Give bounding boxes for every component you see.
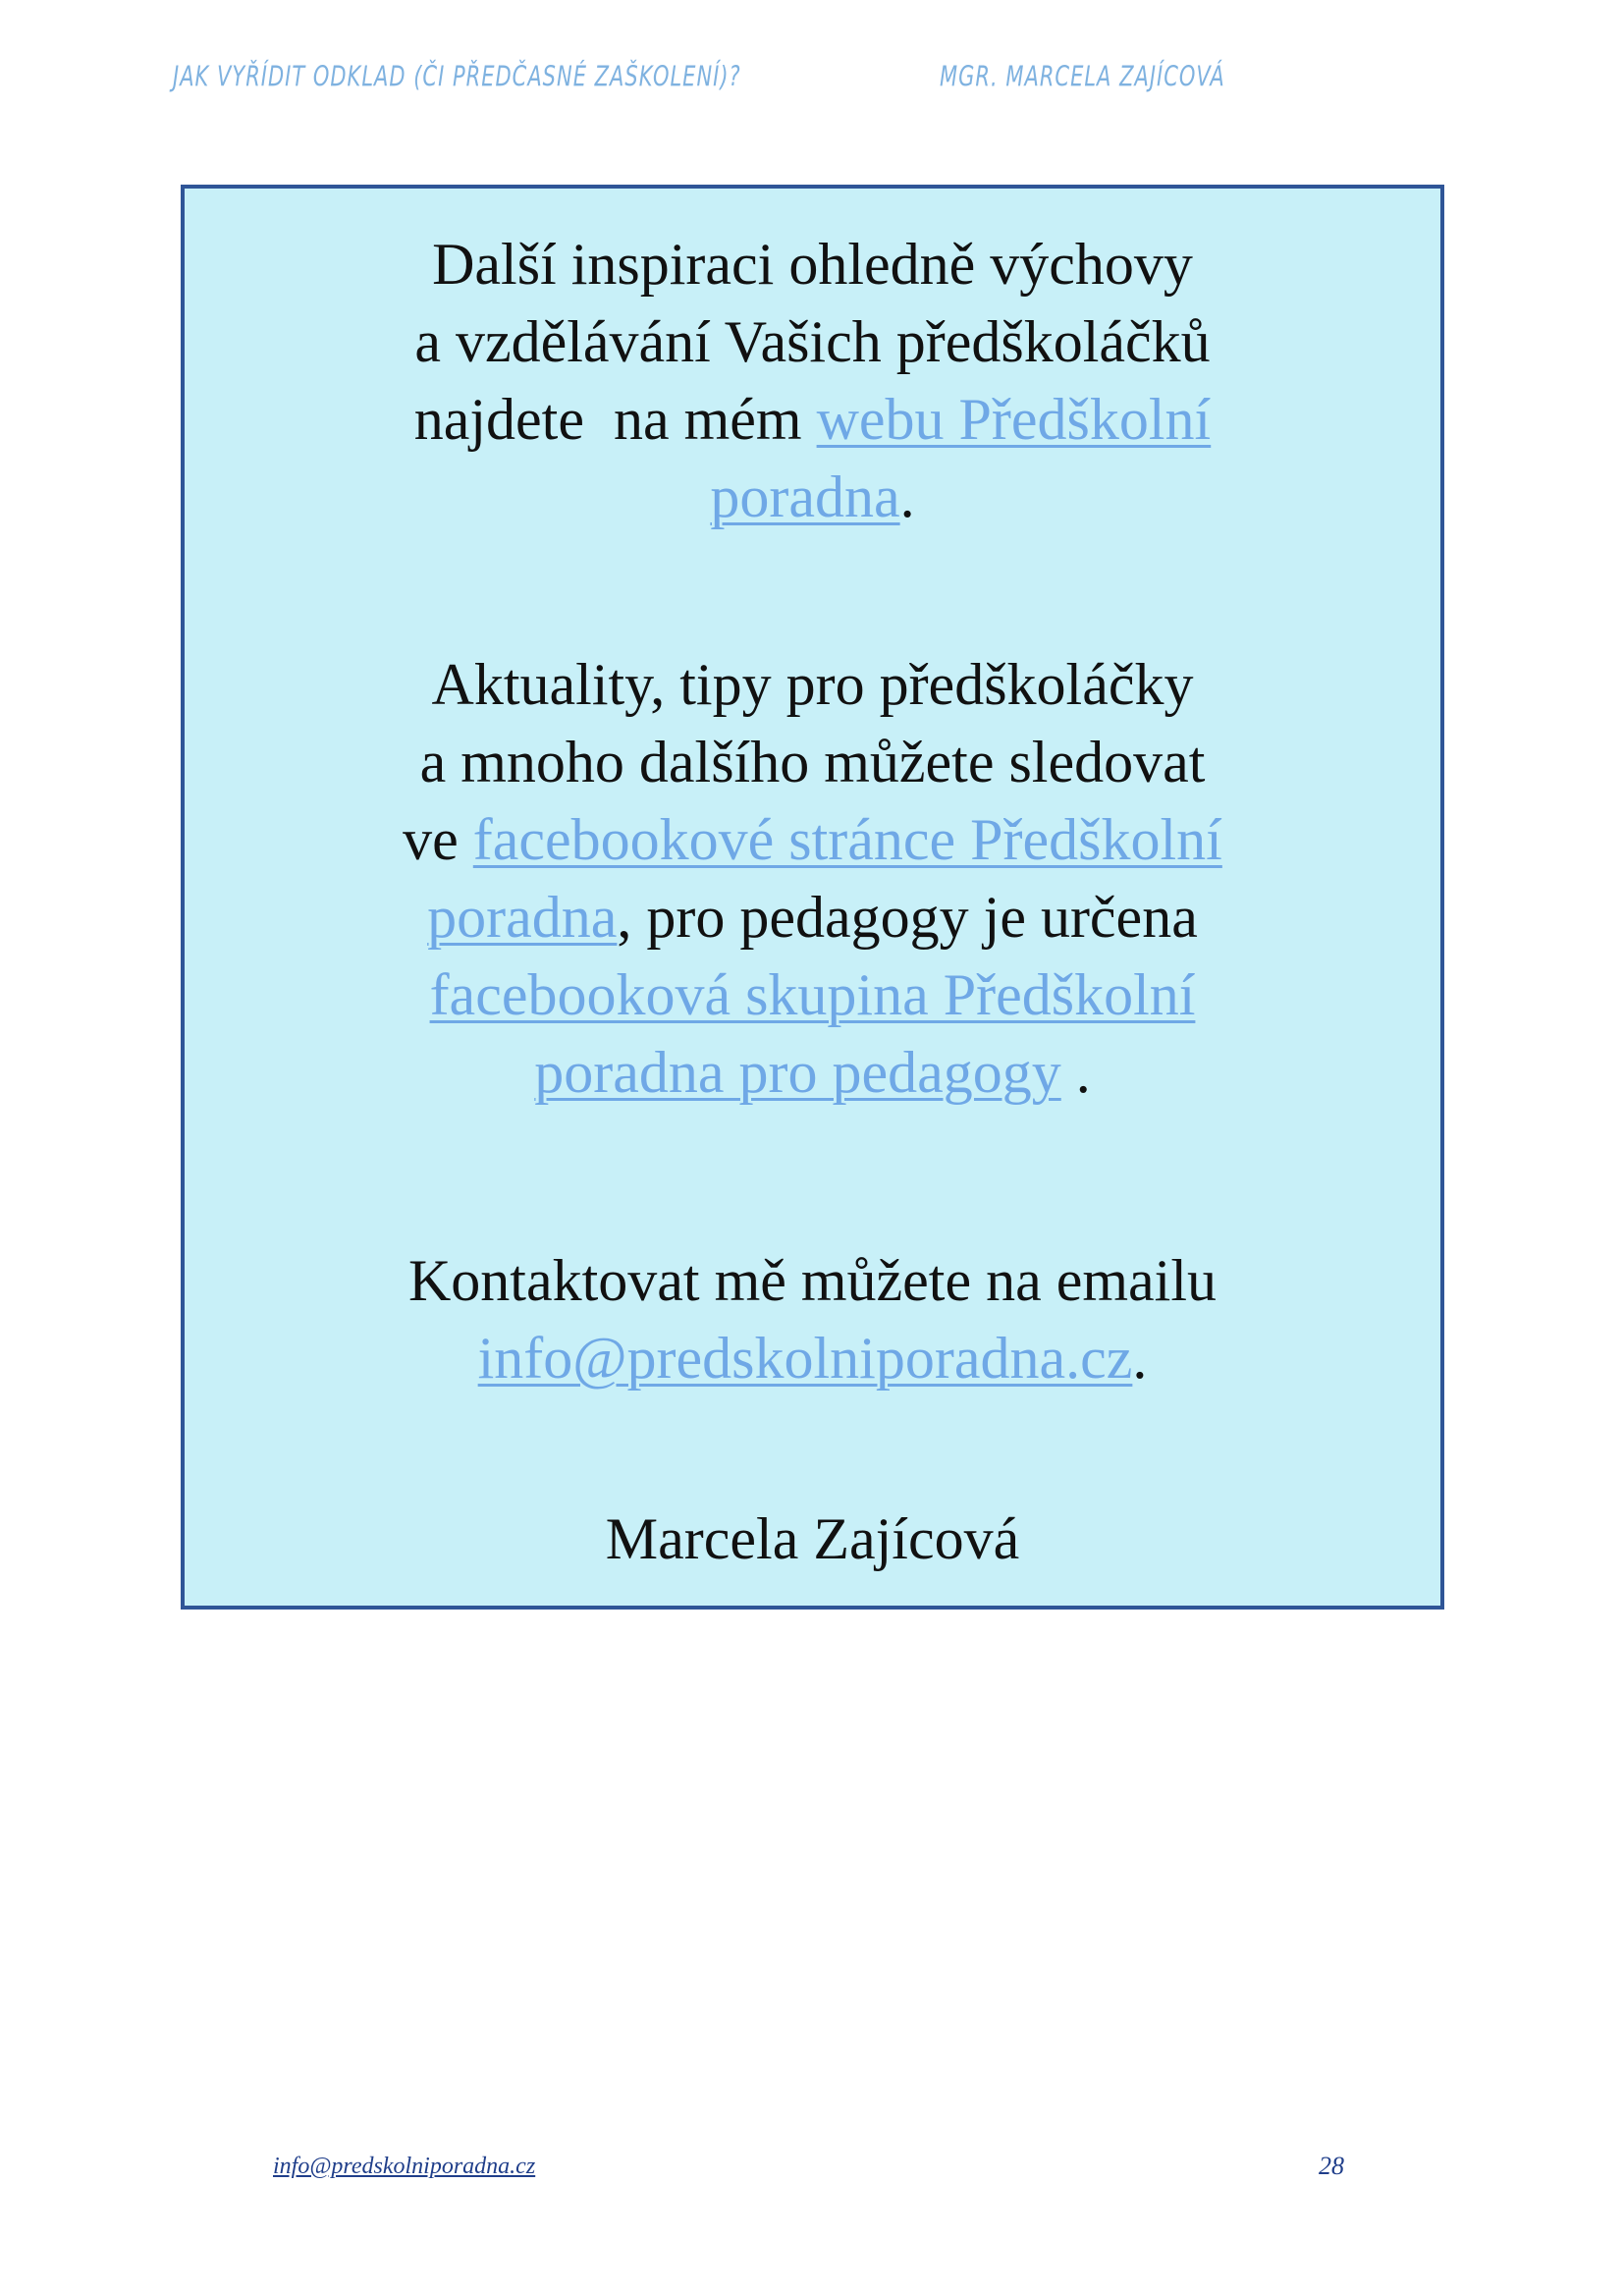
web-link[interactable]: webu Předškolní <box>816 387 1212 452</box>
inspiration-line-2: a vzdělávání Vašich předškoláčků <box>414 309 1211 374</box>
news-paragraph <box>185 646 1440 1112</box>
inspiration-end: . <box>899 464 915 529</box>
news-line-3: ve <box>403 807 473 872</box>
running-header <box>0 61 1624 100</box>
inspiration-line-3: najdete na mém <box>413 387 817 452</box>
contact-paragraph <box>185 1242 1440 1397</box>
signature: Marcela Zajícová <box>605 1506 1020 1571</box>
document-author: MGR. MARCELA ZAJÍCOVÁ <box>940 61 1225 93</box>
inspiration-line-1: Další inspiraci ohledně výchovy <box>432 232 1193 297</box>
news-line-2: a mnoho dalšího můžete sledovat <box>419 730 1206 794</box>
page-number: 28 <box>1319 2152 1344 2180</box>
info-box <box>181 185 1444 1610</box>
email-link[interactable]: info@predskolniporadna.cz <box>477 1326 1133 1391</box>
news-end: . <box>1060 1040 1091 1105</box>
contact-end: . <box>1132 1326 1148 1391</box>
web-link-continued[interactable]: poradna <box>710 464 900 529</box>
footer-email-link[interactable]: info@predskolniporadna.cz <box>273 2154 536 2179</box>
document-title: JAK VYŘÍDIT ODKLAD (ČI PŘEDČASNÉ ZAŠKOLENÍ)? <box>173 61 741 93</box>
facebook-page-link[interactable]: facebookové stránce Předškolní <box>472 807 1222 872</box>
contact-line-1: Kontaktovat mě můžete na emailu <box>407 1248 1218 1313</box>
facebook-page-link-continued[interactable]: poradna <box>427 885 618 950</box>
news-line-1: Aktuality, tipy pro předškoláčky <box>431 652 1194 717</box>
news-line-4: , pro pedagogy je určena <box>617 885 1198 950</box>
facebook-group-link[interactable]: facebooková skupina Předškolní <box>429 962 1196 1027</box>
facebook-group-link-continued[interactable]: poradna pro pedagogy <box>534 1040 1061 1105</box>
inspiration-paragraph <box>185 226 1440 536</box>
